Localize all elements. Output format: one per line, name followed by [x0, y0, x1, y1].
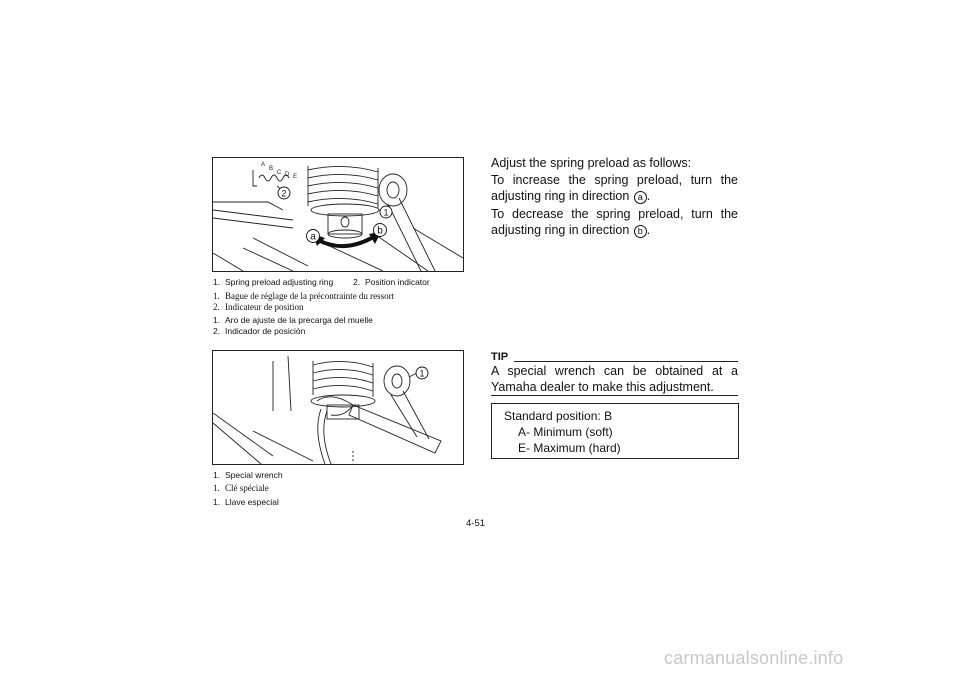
- caption-text: Special wrench: [225, 470, 283, 480]
- caption-number: 1.: [213, 470, 221, 480]
- caption-text: Spring preload adjusting ring: [225, 277, 334, 287]
- figure-special-wrench: [212, 350, 464, 465]
- caption-es-figure1: [213, 315, 473, 337]
- spring-preload-illustration: [213, 158, 463, 271]
- caption-text: Indicador de posición: [225, 326, 306, 336]
- tip-heading: [491, 351, 738, 363]
- caption-text: Clé spéciale: [225, 483, 269, 493]
- caption-en-figure2: [213, 470, 473, 481]
- caption-text: Position indicator: [365, 277, 430, 287]
- instruction-increase: [491, 172, 738, 204]
- spec-item-maximum: E- Maximum (hard): [518, 441, 621, 455]
- instruction-decrease: [491, 206, 738, 238]
- caption-number: 1.: [213, 291, 220, 301]
- standard-position-title: Standard position: B: [504, 409, 613, 423]
- instruction-increase-text: To increase the spring preload, turn the adjusting ring in direction: [491, 173, 738, 203]
- direction-a-label: a: [310, 231, 316, 243]
- callout-2: 2: [281, 188, 287, 199]
- callout-1: 1: [419, 368, 425, 379]
- caption-fr-figure2: [213, 483, 473, 494]
- callout-1: 1: [383, 207, 389, 218]
- caption-number: 1.: [213, 483, 220, 493]
- direction-b-label: b: [377, 225, 383, 237]
- tip-bottom-rule: [491, 395, 738, 396]
- scale-letter-c: C: [277, 170, 282, 176]
- caption-text: Llave especial: [225, 497, 279, 507]
- tip-label: TIP: [491, 351, 509, 363]
- period: .: [646, 223, 651, 237]
- direction-a-symbol: a: [634, 191, 647, 204]
- caption-number: 2.: [213, 326, 221, 336]
- caption-number: 1.: [213, 315, 221, 325]
- caption-text: Indicateur de position: [225, 302, 304, 312]
- caption-text: Aro de ajuste de la precarga del muelle: [225, 315, 373, 325]
- figure-spring-preload: [212, 157, 464, 272]
- tip-divider: [514, 361, 738, 362]
- caption-text: Bague de réglage de la précontrainte du ressort: [225, 291, 395, 301]
- tip-text: A special wrench can be obtained at a Yamaha dealer to make this adjustment.: [491, 364, 738, 394]
- instruction-intro: Adjust the spring preload as follows:: [491, 156, 692, 170]
- scale-letter-a: A: [261, 162, 266, 168]
- period: .: [646, 189, 651, 203]
- caption-number: 2.: [353, 277, 361, 287]
- watermark: carmanualsonline.info: [664, 648, 844, 668]
- scale-letter-d: D: [285, 172, 290, 178]
- instruction-decrease-text: To decrease the spring preload, turn the adjusting ring in direction: [491, 207, 738, 237]
- page-number: 4-51: [466, 518, 486, 529]
- caption-number: 2.: [213, 302, 220, 312]
- caption-en-figure1: [213, 277, 473, 288]
- spec-item-minimum: A- Minimum (soft): [518, 425, 613, 439]
- caption-number: 1.: [213, 277, 221, 287]
- scale-letter-e: E: [293, 174, 298, 180]
- scale-letter-b: B: [269, 166, 274, 172]
- direction-b-symbol: b: [634, 225, 647, 238]
- special-wrench-illustration: [213, 351, 463, 464]
- standard-position-box: [491, 403, 739, 459]
- caption-es-figure2: [213, 497, 473, 508]
- caption-fr-figure1: [213, 291, 473, 313]
- caption-number: 1.: [213, 497, 221, 507]
